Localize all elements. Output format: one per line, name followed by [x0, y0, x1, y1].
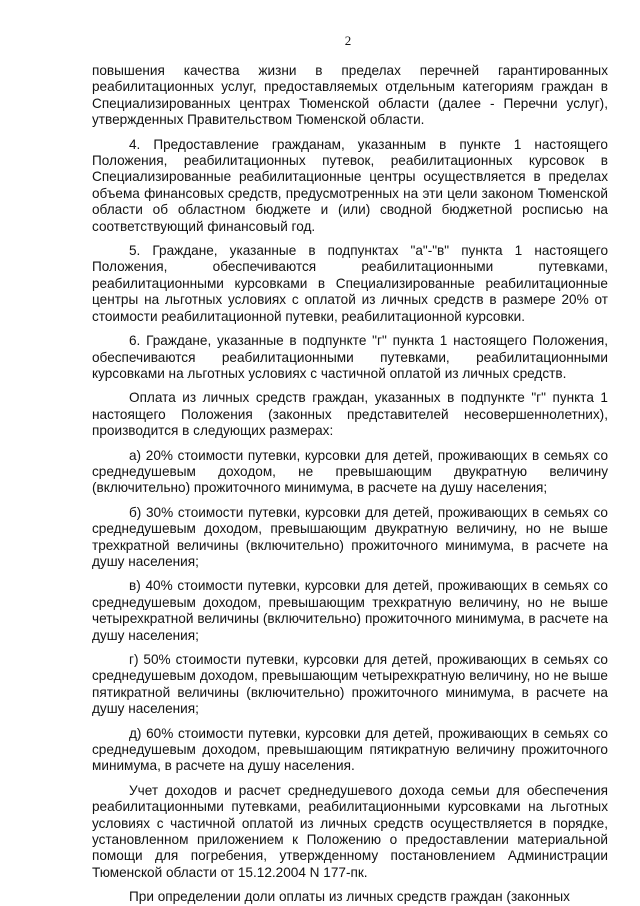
page-number: 2	[344, 33, 352, 48]
paragraph-share-determination: При определении доли оплаты из личных средств граждан (законных	[129, 889, 570, 905]
paragraph-payment-intro: Оплата из личных средств граждан, указанных в подпункте "г" пункта 1 настоящего Положения (законных представителей несовершеннолетних), производится в следующих размерах:	[92, 390, 608, 439]
paragraph-item-4: 4. Предоставление гражданам, указанным в пункте 1 настоящего Положения, реабилитационных путевок, реабилитационных курсовок в Специализированные реабилитационные центры осуществляется в пределах объема финансовых средств, предусмотренных на эти цели законом Тюменской области об областном бюджете и (или) сводной бюджетной росписью на соответствующий финансовый год.	[92, 136, 608, 234]
paragraph-subitem-b: б) 30% стоимости путевки, курсовки для детей, проживающих в семьях со среднедушевым доходом, превышающим двукратную величину, но не выше трехкратной величины (включительно) прожиточного минимума, в расчете на душу населения;	[92, 504, 608, 569]
paragraph-item-6: 6. Граждане, указанные в подпункте "г" пункта 1 настоящего Положения, обеспечиваются реабилитационными путевками, реабилитационными курсовками на льготных условиях с частичной оплатой из личных средств.	[92, 333, 608, 381]
paragraph-item-5: 5. Граждане, указанные в подпунктах "а"-"в" пункта 1 настоящего Положения, обеспечиваются реабилитационными путевками, реабилитационными курсовками в Специализированные реабилитационные центры на льготных условиях с оплатой из личных средств в размере 20% от стоимости реабилитационной путевки, реабилитационной курсовки.	[92, 243, 608, 324]
paragraph-subitem-v: в) 40% стоимости путевки, курсовки для детей, проживающих в семьях со среднедушевым доходом, превышающим трехкратную величину, но не выше четырехкратной величины (включительно) прожиточного минимума, в расчете на душу населения;	[92, 578, 608, 643]
paragraph-subitem-g: г) 50% стоимости путевки, курсовки для детей, проживающих в семьях со среднедушевым доходом, превышающим четырехкратную величину, но не выше пятикратной величины (включительно) прожиточного минимума, в расчете на душу населения;	[92, 652, 608, 717]
document-body	[92, 63, 608, 906]
paragraph-continuation: повышения качества жизни в пределах перечней гарантированных реабилитационных услуг, предоставляемых отдельным категориям граждан в Специализированных центрах Тюменской области (далее - Перечни услуг), утвержденных Правительством Тюменской области.	[92, 63, 608, 128]
paragraph-subitem-d: д) 60% стоимости путевки, курсовки для детей, проживающих в семьях со среднедушевым доходом, превышающим пятикратную величину прожиточного минимума, в расчете на душу населения.	[92, 725, 608, 774]
paragraph-income-accounting: Учет доходов и расчет среднедушевого дохода семьи для обеспечения реабилитационными путевками, реабилитационными курсовками на льготных условиях с частичной оплатой из личных средств осуществляется в порядке, установленном приложением к Положению о предоставлении материальной помощи для погребения, утвержденному постановлением Администрации Тюменской области от 15.12.2004 N 177-пк.	[92, 782, 608, 880]
paragraph-subitem-a: а) 20% стоимости путевки, курсовки для детей, проживающих в семьях со среднедушевым доходом, не превышающим двукратную величину (включительно) прожиточного минимума, в расчете на душу населения;	[92, 447, 608, 496]
